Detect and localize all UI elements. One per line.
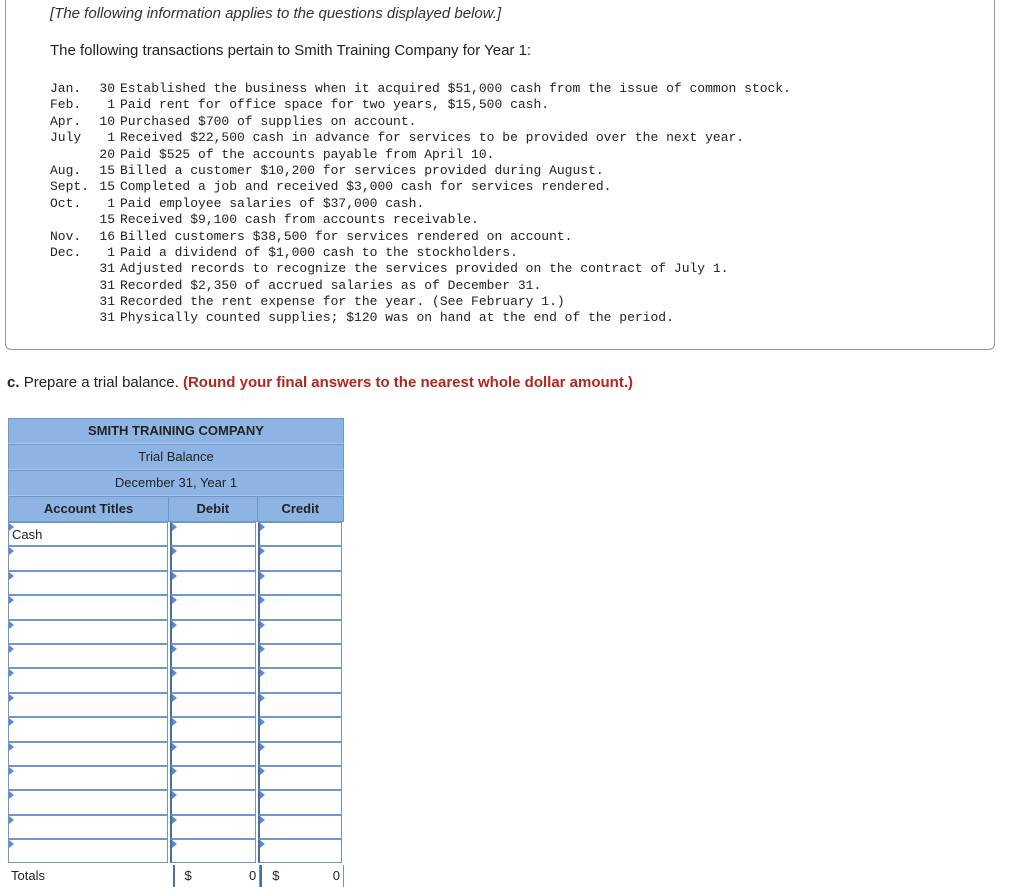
- transaction-month: Dec.: [50, 244, 82, 260]
- transaction-item: [50, 245, 791, 261]
- account-title-input[interactable]: [8, 522, 168, 546]
- account-title-value: Cash: [12, 527, 43, 542]
- transaction-text: Billed a customer $10,200 for services provided during August.: [120, 162, 604, 178]
- transaction-item: [50, 229, 791, 245]
- transaction-month: Sept.: [50, 179, 90, 195]
- tb-row: [8, 790, 344, 814]
- tb-row: [8, 644, 344, 668]
- credit-input[interactable]: [258, 522, 342, 546]
- tb-row: [8, 522, 344, 546]
- transaction-month: [50, 212, 95, 228]
- tb-row: [8, 668, 344, 692]
- dropdown-marker-icon: [9, 547, 14, 555]
- credit-input[interactable]: [258, 815, 342, 839]
- transaction-day: 10: [99, 113, 115, 129]
- input-marker-icon: [172, 791, 177, 799]
- input-marker-icon: [260, 645, 265, 653]
- account-title-input[interactable]: [8, 742, 168, 766]
- col-account-titles: Account Titles: [9, 497, 169, 521]
- transaction-item: [50, 310, 791, 326]
- totals-credit-currency: $: [272, 868, 280, 884]
- debit-input[interactable]: [170, 571, 256, 595]
- input-marker-icon: [172, 669, 177, 677]
- tb-date: December 31, Year 1: [8, 470, 344, 496]
- account-title-input[interactable]: [8, 595, 168, 619]
- transaction-text: Completed a job and received $3,000 cash for services rendered.: [120, 179, 612, 195]
- input-marker-icon: [172, 743, 177, 751]
- debit-input[interactable]: [170, 668, 256, 692]
- input-marker-icon: [172, 840, 177, 848]
- input-marker-icon: [260, 596, 265, 604]
- debit-input[interactable]: [170, 546, 256, 570]
- credit-input[interactable]: [258, 717, 342, 741]
- transaction-text: Adjusted records to recognize the services provided on the contract of July 1.: [120, 261, 729, 277]
- tb-title: Trial Balance: [8, 444, 344, 470]
- input-marker-icon: [172, 547, 177, 555]
- debit-input[interactable]: [170, 522, 256, 546]
- credit-input[interactable]: [258, 839, 342, 863]
- transaction-text: Received $9,100 cash from accounts receivable.: [120, 212, 479, 228]
- tb-column-headers: [8, 496, 344, 522]
- tb-row: [8, 742, 344, 766]
- credit-input[interactable]: [258, 546, 342, 570]
- account-title-input[interactable]: [8, 839, 168, 863]
- transaction-month: [50, 294, 95, 310]
- transaction-day: 15: [99, 179, 115, 195]
- credit-input[interactable]: [258, 742, 342, 766]
- transaction-item: [50, 81, 791, 97]
- account-title-input[interactable]: [8, 546, 168, 570]
- input-marker-icon: [260, 840, 265, 848]
- debit-input[interactable]: [170, 595, 256, 619]
- account-title-input[interactable]: [8, 693, 168, 717]
- transaction-day: 1: [107, 130, 115, 146]
- intro-note: [The following information applies to the questions displayed below.]: [50, 5, 502, 22]
- totals-credit: [260, 865, 344, 887]
- account-title-input[interactable]: [8, 644, 168, 668]
- transaction-text: Recorded the rent expense for the year. (See February 1.): [120, 294, 565, 310]
- input-marker-icon: [260, 767, 265, 775]
- dropdown-marker-icon: [9, 596, 14, 604]
- tb-row: [8, 595, 344, 619]
- transaction-month: Aug.: [50, 162, 82, 178]
- input-marker-icon: [260, 718, 265, 726]
- dropdown-marker-icon: [9, 621, 14, 629]
- transaction-month: Oct.: [50, 195, 82, 211]
- transaction-text: Received $22,500 cash in advance for services to be provided over the next year.: [120, 130, 745, 146]
- transaction-item: [50, 261, 791, 277]
- transaction-item: [50, 278, 791, 294]
- transaction-day: 1: [107, 195, 115, 211]
- tb-totals-row: [8, 865, 344, 887]
- input-marker-icon: [260, 743, 265, 751]
- debit-input[interactable]: [170, 742, 256, 766]
- question-text: Prepare a trial balance.: [23, 374, 179, 391]
- transaction-month: [50, 310, 95, 326]
- transaction-text: Billed customers $38,500 for services rendered on account.: [120, 228, 573, 244]
- input-marker-icon: [172, 572, 177, 580]
- trial-balance-table: [8, 418, 344, 887]
- question-prompt: [7, 374, 633, 391]
- input-marker-icon: [172, 718, 177, 726]
- tb-row: [8, 693, 344, 717]
- account-title-input[interactable]: [8, 717, 168, 741]
- intro-text: The following transactions pertain to Smith Training Company for Year 1:: [50, 42, 532, 59]
- credit-input[interactable]: [258, 693, 342, 717]
- debit-input[interactable]: [170, 839, 256, 863]
- debit-input[interactable]: [170, 815, 256, 839]
- transaction-item: [50, 163, 791, 179]
- input-marker-icon: [172, 523, 177, 531]
- tb-rows: [8, 522, 344, 863]
- input-marker-icon: [260, 572, 265, 580]
- transaction-month: [50, 261, 95, 277]
- account-title-input[interactable]: [8, 766, 168, 790]
- transaction-item: [50, 97, 791, 113]
- dropdown-marker-icon: [9, 669, 14, 677]
- credit-input[interactable]: [258, 595, 342, 619]
- transaction-text: Paid a dividend of $1,000 cash to the stockholders.: [120, 244, 518, 260]
- dropdown-marker-icon: [9, 572, 14, 580]
- transaction-item: [50, 179, 791, 195]
- tb-row: [8, 766, 344, 790]
- input-marker-icon: [172, 816, 177, 824]
- input-marker-icon: [260, 791, 265, 799]
- totals-debit-value: 0: [249, 868, 257, 884]
- transaction-text: Paid $525 of the accounts payable from April 10.: [120, 146, 495, 162]
- transaction-day: 15: [99, 212, 115, 228]
- transaction-list: [50, 81, 791, 327]
- col-credit: Credit: [281, 501, 320, 516]
- account-title-input[interactable]: [8, 620, 168, 644]
- transaction-text: Paid employee salaries of $37,000 cash.: [120, 195, 425, 211]
- transaction-month: [50, 147, 95, 163]
- credit-input[interactable]: [258, 644, 342, 668]
- transaction-text: Recorded $2,350 of accrued salaries as of December 31.: [120, 277, 542, 293]
- transaction-item: [50, 196, 791, 212]
- transaction-day: 31: [99, 294, 115, 310]
- dropdown-marker-icon: [9, 645, 14, 653]
- input-marker-icon: [172, 621, 177, 629]
- totals-debit: [173, 865, 261, 887]
- account-title-input[interactable]: [8, 815, 168, 839]
- credit-input[interactable]: [258, 668, 342, 692]
- input-marker-icon: [260, 621, 265, 629]
- dropdown-marker-icon: [9, 791, 14, 799]
- transaction-month: Apr.: [50, 113, 82, 129]
- transaction-item: [50, 114, 791, 130]
- account-title-input[interactable]: [8, 571, 168, 595]
- transaction-day: 1: [107, 244, 115, 260]
- credit-input[interactable]: [258, 790, 342, 814]
- tb-company-name: SMITH TRAINING COMPANY: [8, 418, 344, 444]
- transaction-day: 16: [99, 228, 115, 244]
- dropdown-marker-icon: [9, 694, 14, 702]
- debit-input[interactable]: [170, 620, 256, 644]
- transaction-day: 30: [99, 81, 115, 96]
- input-marker-icon: [172, 694, 177, 702]
- transaction-month: Feb.: [50, 97, 82, 113]
- input-marker-icon: [172, 596, 177, 604]
- dropdown-marker-icon: [9, 840, 14, 848]
- tb-row: [8, 620, 344, 644]
- transaction-item: [50, 130, 791, 146]
- transaction-text: Established the business when it acquired $51,000 cash from the issue of common stock.: [120, 81, 791, 96]
- transaction-text: Paid rent for office space for two years, $15,500 cash.: [120, 97, 550, 113]
- transaction-month: July: [50, 130, 82, 146]
- debit-input[interactable]: [170, 644, 256, 668]
- transaction-item: [50, 294, 791, 310]
- transaction-day: 31: [99, 310, 115, 326]
- credit-input[interactable]: [258, 571, 342, 595]
- transaction-day: 31: [99, 261, 115, 277]
- tb-row: [8, 839, 344, 863]
- credit-input[interactable]: [258, 766, 342, 790]
- input-marker-icon: [260, 547, 265, 555]
- account-title-input[interactable]: [8, 668, 168, 692]
- totals-label: Totals: [11, 868, 45, 884]
- dropdown-marker-icon: [9, 743, 14, 751]
- input-marker-icon: [260, 816, 265, 824]
- input-marker-icon: [260, 694, 265, 702]
- tb-row: [8, 815, 344, 839]
- question-prefix: c.: [7, 374, 20, 391]
- transaction-month: Nov.: [50, 228, 82, 244]
- transaction-day: 15: [99, 162, 115, 178]
- debit-input[interactable]: [170, 766, 256, 790]
- transaction-item: [50, 212, 791, 228]
- tb-row: [8, 571, 344, 595]
- transaction-day: 20: [99, 146, 115, 162]
- input-marker-icon: [172, 645, 177, 653]
- tb-row: [8, 717, 344, 741]
- tb-row: [8, 546, 344, 570]
- transaction-item: [50, 147, 791, 163]
- dropdown-marker-icon: [9, 816, 14, 824]
- col-debit: Debit: [169, 497, 257, 521]
- input-marker-icon: [172, 767, 177, 775]
- transaction-day: 31: [99, 277, 115, 293]
- transaction-month: [50, 278, 95, 294]
- debit-input[interactable]: [170, 790, 256, 814]
- transaction-day: 1: [107, 97, 115, 113]
- totals-credit-value: 0: [332, 868, 340, 884]
- transaction-text: Physically counted supplies; $120 was on hand at the end of the period.: [120, 310, 674, 326]
- transaction-month: Jan.: [50, 81, 82, 96]
- dropdown-marker-icon: [9, 767, 14, 775]
- question-instruction: (Round your final answers to the nearest whole dollar amount.): [182, 374, 634, 391]
- input-marker-icon: [260, 669, 265, 677]
- dropdown-marker-icon: [9, 718, 14, 726]
- credit-input[interactable]: [258, 620, 342, 644]
- input-marker-icon: [260, 523, 265, 531]
- debit-input[interactable]: [170, 717, 256, 741]
- transaction-text: Purchased $700 of supplies on account.: [120, 113, 417, 129]
- debit-input[interactable]: [170, 693, 256, 717]
- account-title-input[interactable]: [8, 790, 168, 814]
- totals-debit-currency: $: [184, 868, 192, 884]
